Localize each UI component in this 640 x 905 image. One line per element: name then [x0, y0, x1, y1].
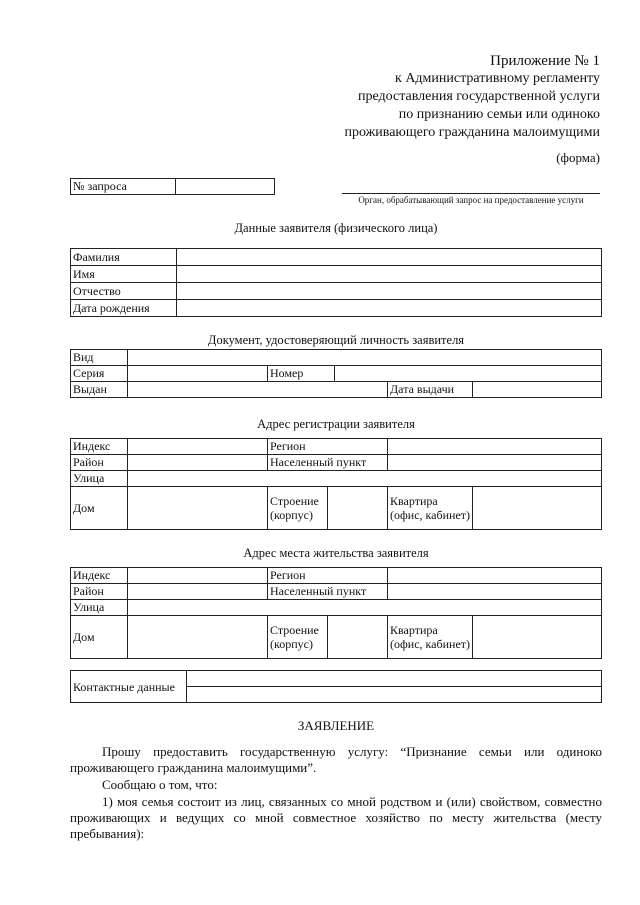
- document-issued-field[interactable]: [128, 382, 388, 398]
- res-district-field[interactable]: [128, 584, 268, 600]
- name-label: Имя: [71, 266, 177, 283]
- contacts-field-1[interactable]: [187, 671, 602, 687]
- appendix-header: [344, 52, 600, 142]
- document-kind-label: Вид: [71, 350, 128, 366]
- statement-title: ЗАЯВЛЕНИЕ: [297, 718, 375, 733]
- res-index-label: Индекс: [71, 568, 128, 584]
- statement-paragraph: Сообщаю о том, что:: [102, 777, 218, 792]
- birthdate-label: Дата рождения: [71, 300, 177, 317]
- surname-field[interactable]: [177, 249, 602, 266]
- patronymic-field[interactable]: [177, 283, 602, 300]
- document-date-field[interactable]: [473, 382, 602, 398]
- reg-house-label: Дом: [71, 487, 128, 530]
- reg-index-field[interactable]: [128, 439, 268, 455]
- reg-locality-label: Населенный пункт: [268, 455, 388, 471]
- appendix-line: по признанию семьи или одиноко: [398, 107, 600, 122]
- reg-region-label: Регион: [268, 439, 388, 455]
- res-apartment-label: Квартира (офис, кабинет): [388, 616, 473, 659]
- registration-table: [70, 438, 602, 530]
- statement-paragraph: Прошу предоставить государственную услугу: “Признание семьи или одиноко проживающего гражданина малоимущими”.: [70, 744, 602, 775]
- organ-line[interactable]: [342, 193, 600, 194]
- res-district-label: Район: [71, 584, 128, 600]
- surname-label: Фамилия: [71, 249, 177, 266]
- reg-street-field[interactable]: [128, 471, 602, 487]
- document-series-label: Серия: [71, 366, 128, 382]
- contacts-table: [70, 670, 602, 703]
- request-table: [70, 178, 275, 195]
- contacts-field-2[interactable]: [187, 687, 602, 703]
- applicant-section-title: Данные заявителя (физического лица): [234, 221, 438, 235]
- request-number-label: № запроса: [71, 179, 176, 195]
- res-locality-label: Населенный пункт: [268, 584, 388, 600]
- res-region-field[interactable]: [388, 568, 602, 584]
- document-kind-field[interactable]: [128, 350, 602, 366]
- patronymic-label: Отчество: [71, 283, 177, 300]
- form-note: (форма): [556, 150, 600, 165]
- reg-region-field[interactable]: [388, 439, 602, 455]
- contacts-label: Контактные данные: [71, 671, 187, 703]
- document-issued-label: Выдан: [71, 382, 128, 398]
- reg-district-field[interactable]: [128, 455, 268, 471]
- registration-section-title: Адрес регистрации заявителя: [257, 417, 415, 431]
- document-table: [70, 349, 602, 398]
- applicant-table: [70, 248, 602, 317]
- reg-building-field[interactable]: [328, 487, 388, 530]
- document-section-title: Документ, удостоверяющий личность заявителя: [207, 333, 465, 347]
- res-locality-field[interactable]: [388, 584, 602, 600]
- document-date-label: Дата выдачи: [388, 382, 473, 398]
- appendix-line: к Административному регламенту: [395, 71, 600, 86]
- res-index-field[interactable]: [128, 568, 268, 584]
- reg-building-label: Строение (корпус): [268, 487, 328, 530]
- appendix-number: Приложение № 1: [490, 53, 600, 69]
- appendix-line: проживающего гражданина малоимущими: [344, 125, 600, 140]
- reg-apartment-label: Квартира (офис, кабинет): [388, 487, 473, 530]
- statement-paragraph: 1) моя семья состоит из лиц, связанных со мной родством и (или) свойством, совместно проживающих и ведущих со мной совместное хозяйство по месту жительства (месту пребывания):: [70, 794, 602, 841]
- res-building-field[interactable]: [328, 616, 388, 659]
- res-street-label: Улица: [71, 600, 128, 616]
- res-house-field[interactable]: [128, 616, 268, 659]
- res-building-label: Строение (корпус): [268, 616, 328, 659]
- document-number-label: Номер: [268, 366, 335, 382]
- res-house-label: Дом: [71, 616, 128, 659]
- residence-table: [70, 567, 602, 659]
- document-series-field[interactable]: [128, 366, 268, 382]
- reg-index-label: Индекс: [71, 439, 128, 455]
- res-street-field[interactable]: [128, 600, 602, 616]
- organ-caption: Орган, обрабатывающий запрос на предоставление услуги: [358, 195, 584, 205]
- res-apartment-field[interactable]: [473, 616, 602, 659]
- name-field[interactable]: [177, 266, 602, 283]
- res-region-label: Регион: [268, 568, 388, 584]
- residence-section-title: Адрес места жительства заявителя: [243, 546, 429, 560]
- reg-apartment-field[interactable]: [473, 487, 602, 530]
- appendix-line: предоставления государственной услуги: [358, 89, 600, 104]
- reg-street-label: Улица: [71, 471, 128, 487]
- reg-locality-field[interactable]: [388, 455, 602, 471]
- document-number-field[interactable]: [335, 366, 602, 382]
- reg-house-field[interactable]: [128, 487, 268, 530]
- reg-district-label: Район: [71, 455, 128, 471]
- request-number-field[interactable]: [176, 179, 275, 195]
- birthdate-field[interactable]: [177, 300, 602, 317]
